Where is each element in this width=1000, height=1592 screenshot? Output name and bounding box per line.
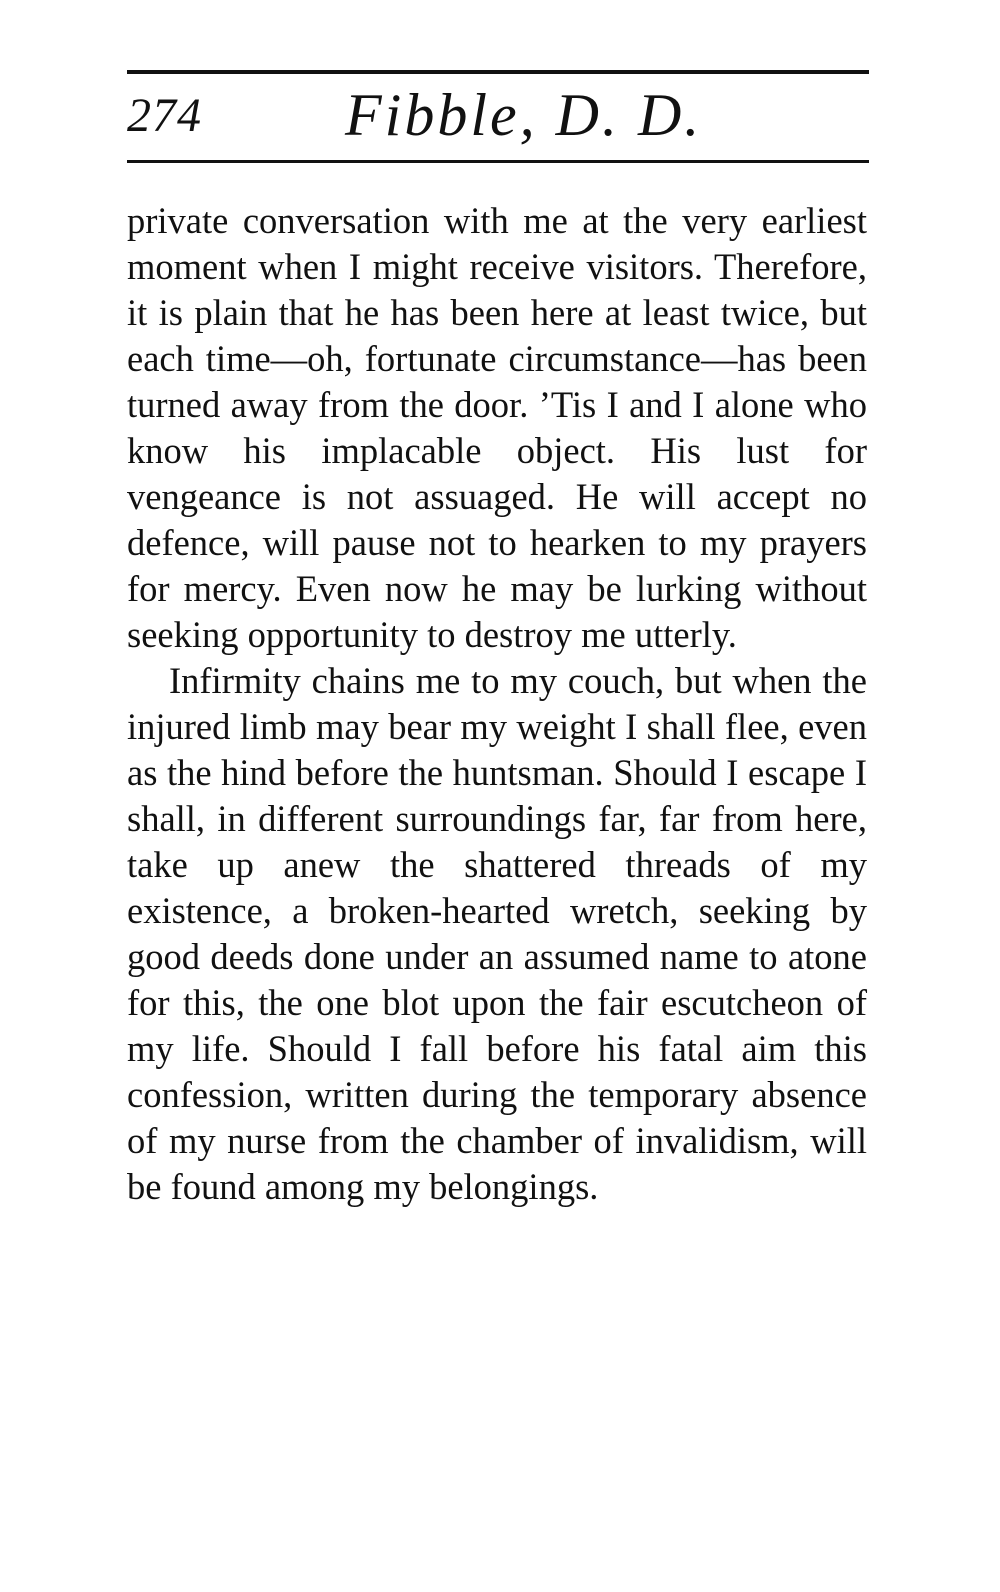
page-header xyxy=(127,80,869,154)
running-title: Fibble, D. D. xyxy=(345,82,703,148)
body-text xyxy=(127,198,867,1210)
paragraph-infirmity: Infirmity chains me to my couch, but when the injured limb may bear my weight I shall flee, even as the hind before the huntsman. Should I escape I shall, in different surroundings far, far from here, take up anew the shattered threads of my existence, a broken-hearted wretch, seeking by good deeds done under an assumed name to atone for this, the one blot upon the fair escutcheon of my life. Should I fall before his fatal aim this confession, written during the temporary absence of my nurse from the chamber of invalidism, will be found among my belongings. xyxy=(127,660,867,1207)
header-top-rule xyxy=(127,70,869,74)
page-number: 274 xyxy=(127,89,202,142)
paragraph-continued: private conversation with me at the very earliest moment when I might receive visitors. Therefore, it is plain that he has been here at least twice, but each time—oh, fortunate circumstance—has been turned away from the door. ’Tis I and I alone who know his implacable object. His lust for vengeance is not assuaged. He will accept no defence, will pause not to hearken to my prayers for mercy. Even now he may be lurking without seeking opportunity to destroy me utterly. xyxy=(127,200,867,655)
header-bottom-rule xyxy=(127,160,869,163)
